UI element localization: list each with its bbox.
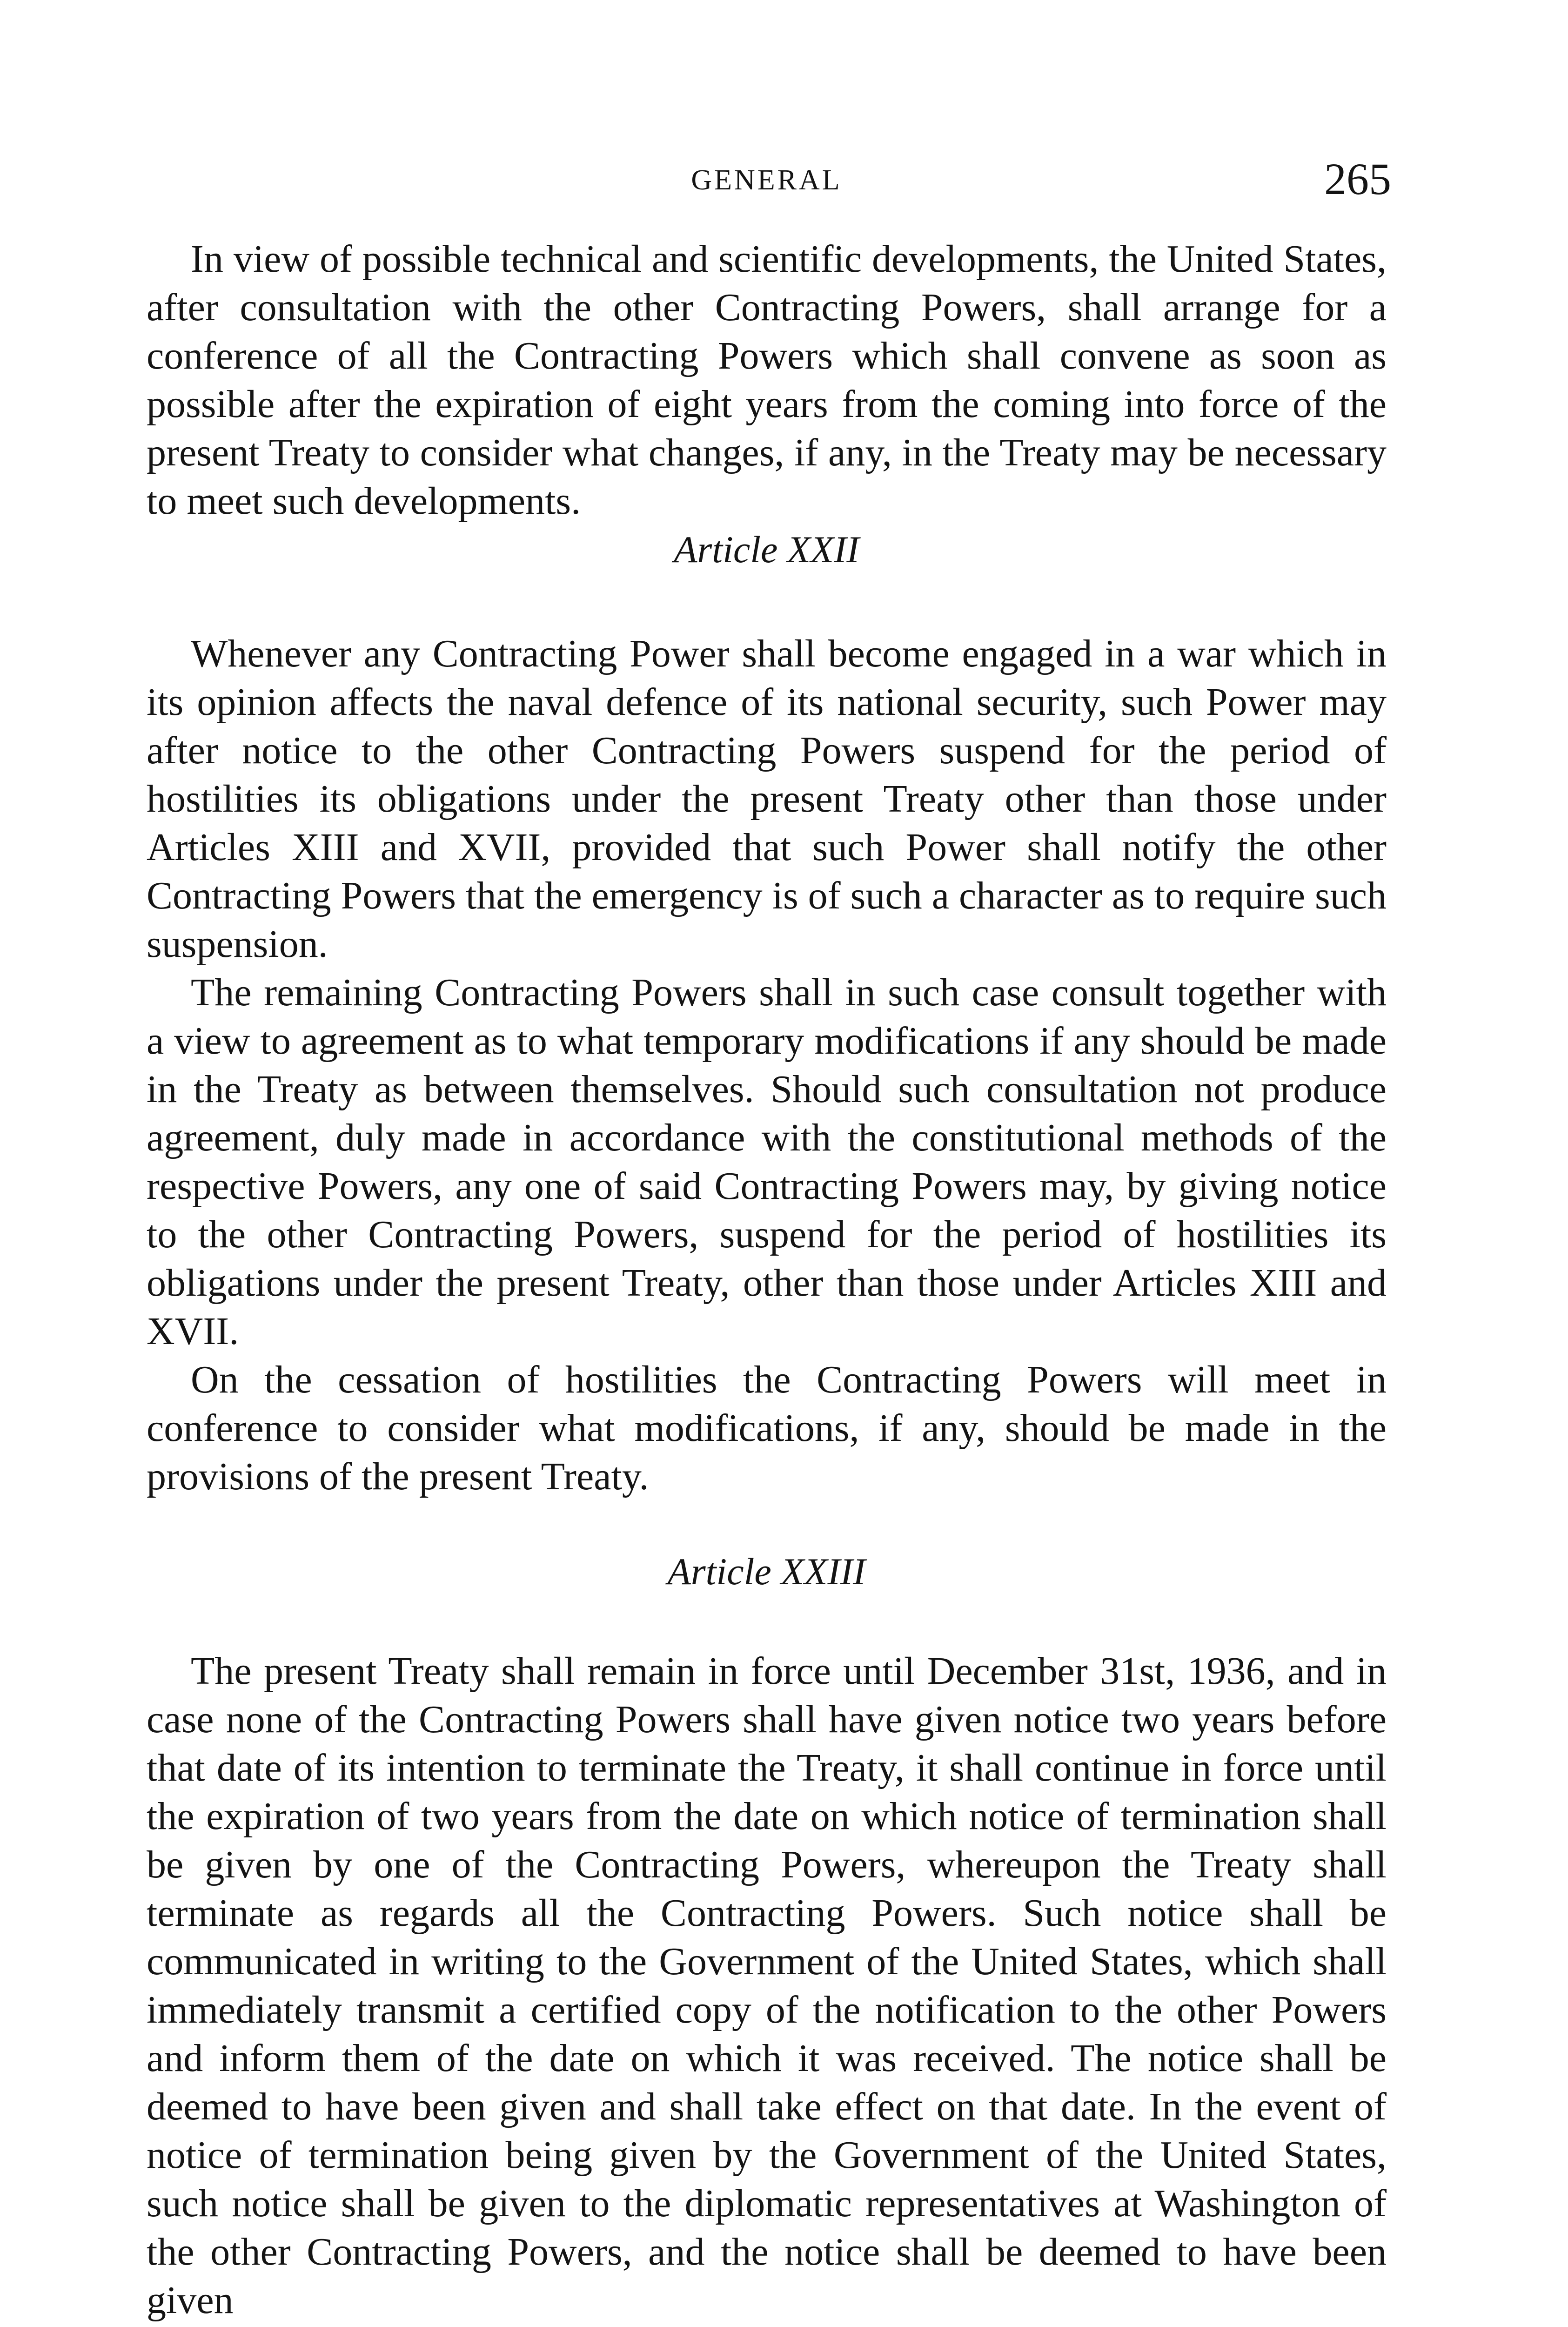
page-number: 265 xyxy=(1324,154,1391,204)
body-text xyxy=(147,235,1387,2325)
running-header xyxy=(147,154,1391,209)
article-heading-xxiii: Article XXIII xyxy=(667,1550,866,1593)
paragraph-duration: The present Treaty shall remain in force until December 31st, 1936, and in case none of the Contracting Powers shall have given notice two years before that date of its intention to terminate the Treaty, it shall continue in force until the expiration of two years from the date on which notice of termination shall be given by one of the Contracting Powers, whereupon the Treaty shall terminate as regards all the Contracting Powers. Such notice shall be communicated in writing to the Government of the United States, which shall immediately transmit a certified copy of the notification to the other Powers and inform them of the date on which it was received. The notice shall be deemed to have been given and shall take effect on that date. In the event of notice of termination being given by the Government of the United States, such notice shall be given to the diplomatic representatives at Washington of the other Contracting Powers, and the notice shall be deemed to have been given xyxy=(147,1649,1387,2322)
paragraph-cessation: On the cessation of hostilities the Contracting Powers will meet in conference to consider what modifications, if any, should be made in the provisions of the present Treaty. xyxy=(147,1358,1387,1498)
article-heading-xxii: Article XXII xyxy=(674,528,859,571)
paragraph-conference-provision: In view of possible technical and scientific developments, the United States, after consultation with the other Contracting Powers, shall arrange for a conference of all the Contracting Powers which shall convene as soon as possible after the expiration of eight years from the coming into force of the present Treaty to consider what changes, if any, in the Treaty may be necessary to meet such developments. xyxy=(147,237,1387,523)
paragraph-war-suspension: Whenever any Contracting Power shall become engaged in a war which in its opinion affects the naval defence of its national security, such Power may after notice to the other Contracting Powers suspend for the period of hostilities its obligations under the present Treaty other than those under Articles XIII and XVII, provided that such Power shall notify the other Contracting Powers that the emergency is of such a character as to require such suspension. xyxy=(147,632,1387,966)
running-title: GENERAL xyxy=(691,164,842,196)
paragraph-consultation: The remaining Contracting Powers shall in such case consult together with a view to agreement as to what temporary modifications if any should be made in the Treaty as between themselves. Should such consultation not produce agreement, duly made in accordance with the constitutional methods of the respective Powers, any one of said Contracting Powers may, by giving notice to the other Contracting Powers, suspend for the period of hostilities its obligations under the present Treaty, other than those under Articles XIII and XVII. xyxy=(147,971,1387,1353)
